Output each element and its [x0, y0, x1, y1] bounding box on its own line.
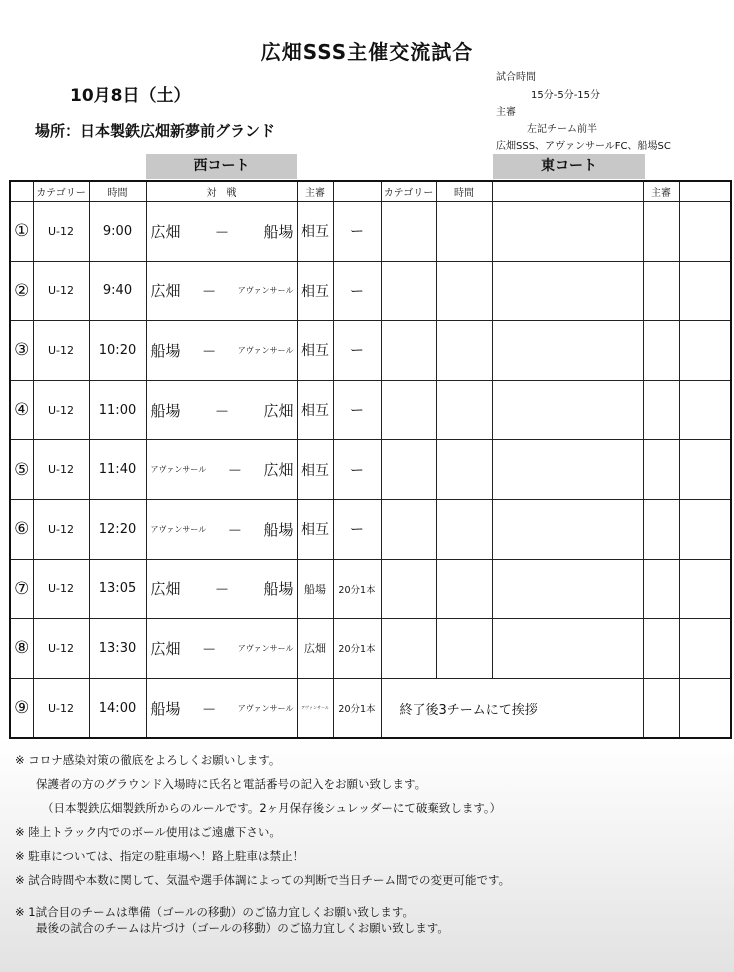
- table-row: [10, 678, 731, 738]
- venue: 場所：日本製鉄広畑新夢前グランド: [35, 122, 276, 140]
- duration-cell: ー: [333, 202, 381, 262]
- note-item: ※ 陸上トラック内でのボール使用はご遠慮下さい。: [15, 825, 281, 839]
- versus-dash: ―: [203, 641, 215, 655]
- header-match-east: [492, 181, 643, 202]
- match-number: ③: [10, 321, 33, 381]
- category-cell: U-12: [33, 380, 89, 440]
- table-header-row: [10, 181, 731, 202]
- east-matchup-cell: [492, 321, 643, 381]
- time-cell: 11:00: [89, 380, 146, 440]
- referee-cell: アヴァンサール: [297, 678, 333, 738]
- team-a: 広畑: [150, 282, 181, 301]
- team-b: アヴァンサール: [237, 286, 294, 296]
- match-number: ⑤: [10, 440, 33, 500]
- matchup-cell: [146, 499, 297, 559]
- east-extra-cell: [679, 380, 731, 440]
- team-b: アヴァンサール: [237, 703, 294, 713]
- matchup-cell: [146, 619, 297, 679]
- east-referee-cell: [643, 202, 679, 262]
- east-matchup-cell: [492, 559, 643, 619]
- table-row: [10, 261, 731, 321]
- east-referee-cell: [643, 678, 679, 738]
- header-category-east: カテゴリー: [381, 181, 436, 202]
- match-number: ⑦: [10, 559, 33, 619]
- note-item: 最後の試合のチームは片づけ（ゴールの移動）のご協力宜しくお願い致します。: [36, 921, 449, 935]
- note-item: ※ 駐車については、指定の駐車場へ！路上駐車は禁止！: [15, 849, 305, 863]
- time-cell: 13:05: [89, 559, 146, 619]
- versus-dash: ―: [216, 403, 228, 417]
- time-cell: 13:30: [89, 619, 146, 679]
- east-referee-cell: [643, 321, 679, 381]
- matchup-cell: [146, 678, 297, 738]
- versus-dash: ―: [229, 463, 241, 477]
- team-a: 広畑: [150, 222, 181, 241]
- east-referee-cell: [643, 619, 679, 679]
- east-time-cell: [436, 559, 492, 619]
- east-matchup-cell: [492, 261, 643, 321]
- header-referee-east: 主審: [643, 181, 679, 202]
- east-referee-cell: [643, 440, 679, 500]
- event-date: 10月8日（土）: [70, 86, 191, 106]
- east-category-cell: [381, 440, 436, 500]
- team-a: 広畑: [150, 580, 181, 599]
- duration-cell: ー: [333, 440, 381, 500]
- match-number: ⑧: [10, 619, 33, 679]
- east-matchup-cell: [492, 619, 643, 679]
- east-category-cell: [381, 202, 436, 262]
- table-row: [10, 559, 731, 619]
- matchup-cell: [146, 559, 297, 619]
- east-extra-cell: [679, 559, 731, 619]
- team-a: 船場: [150, 401, 181, 420]
- duration-cell: ー: [333, 380, 381, 440]
- note-item: ※ 1試合目のチームは準備（ゴールの移動）のご協力宜しくお願い致します。: [15, 905, 414, 919]
- table-row: [10, 202, 731, 262]
- east-time-cell: [436, 440, 492, 500]
- team-b: 広畑: [263, 461, 294, 480]
- referee-cell: 相互: [297, 202, 333, 262]
- versus-dash: ―: [216, 224, 228, 238]
- table-row: [10, 321, 731, 381]
- time-cell: 9:40: [89, 261, 146, 321]
- match-number: ②: [10, 261, 33, 321]
- note-item: 保護者の方のグラウンド入場時に氏名と電話番号の記入をお願い致します。: [36, 777, 427, 791]
- team-b: アヴァンサール: [237, 345, 294, 355]
- referee-cell: 相互: [297, 261, 333, 321]
- east-time-cell: [436, 499, 492, 559]
- west-court-label: 西コート: [146, 154, 297, 179]
- category-cell: U-12: [33, 440, 89, 500]
- east-category-cell: [381, 619, 436, 679]
- east-category-cell: [381, 559, 436, 619]
- match-time-label: 試合時間: [496, 72, 536, 83]
- match-number: ⑨: [10, 678, 33, 738]
- category-cell: U-12: [33, 678, 89, 738]
- category-cell: U-12: [33, 321, 89, 381]
- east-extra-cell: [679, 440, 731, 500]
- table-row: [10, 619, 731, 679]
- versus-dash: ―: [203, 343, 215, 357]
- east-extra-cell: [679, 202, 731, 262]
- east-matchup-cell: [492, 202, 643, 262]
- east-court-label: 東コート: [493, 154, 645, 179]
- duration-cell: ー: [333, 261, 381, 321]
- versus-dash: ―: [216, 582, 228, 596]
- referee-cell: 相互: [297, 440, 333, 500]
- header-extra-east: [679, 181, 731, 202]
- referee-cell: 広畑: [297, 619, 333, 679]
- time-cell: 10:20: [89, 321, 146, 381]
- matchup-cell: [146, 440, 297, 500]
- team-a: 船場: [150, 699, 181, 718]
- east-category-cell: [381, 321, 436, 381]
- team-a: 広畑: [150, 639, 181, 658]
- referee-cell: 相互: [297, 321, 333, 381]
- east-time-cell: [436, 619, 492, 679]
- table-row: [10, 499, 731, 559]
- note-item: ※ 試合時間や本数に関して、気温や選手体調によっての判断で当日チーム間での変更可能です。: [15, 873, 511, 887]
- matchup-cell: [146, 261, 297, 321]
- header-time-east: 時間: [436, 181, 492, 202]
- east-referee-cell: [643, 261, 679, 321]
- east-court-note: 終了後3チームにて挨拶: [381, 678, 643, 738]
- east-category-cell: [381, 380, 436, 440]
- versus-dash: ―: [203, 701, 215, 715]
- header-referee-west: 主審: [297, 181, 333, 202]
- team-b: アヴァンサール: [237, 643, 294, 653]
- versus-dash: ―: [203, 284, 215, 298]
- category-cell: U-12: [33, 559, 89, 619]
- match-time-value: 15分-5分-15分: [531, 90, 601, 101]
- category-cell: U-12: [33, 261, 89, 321]
- east-matchup-cell: [492, 440, 643, 500]
- team-a: アヴァンサール: [150, 524, 207, 534]
- team-b: 船場: [263, 222, 294, 241]
- referee-label: 主審: [496, 107, 516, 118]
- east-category-cell: [381, 261, 436, 321]
- team-b: 広畑: [263, 401, 294, 420]
- header-number: [10, 181, 33, 202]
- team-a: 船場: [150, 341, 181, 360]
- east-referee-cell: [643, 380, 679, 440]
- east-time-cell: [436, 261, 492, 321]
- east-extra-cell: [679, 261, 731, 321]
- east-extra-cell: [679, 619, 731, 679]
- duration-cell: ー: [333, 499, 381, 559]
- east-time-cell: [436, 321, 492, 381]
- category-cell: U-12: [33, 619, 89, 679]
- page-title: 広畑SSS主催交流試合: [260, 40, 474, 64]
- note-item: （日本製鉄広畑製鉄所からのルールです。2ヶ月保存後シュレッダーにて破棄致します。）: [42, 801, 502, 815]
- referee-cell: 船場: [297, 559, 333, 619]
- team-b: 船場: [263, 520, 294, 539]
- east-extra-cell: [679, 678, 731, 738]
- table-row: [10, 380, 731, 440]
- east-referee-cell: [643, 499, 679, 559]
- referee-cell: 相互: [297, 380, 333, 440]
- match-number: ①: [10, 202, 33, 262]
- versus-dash: ―: [229, 522, 241, 536]
- time-cell: 9:00: [89, 202, 146, 262]
- header-match-west: 対 戦: [146, 181, 297, 202]
- east-extra-cell: [679, 321, 731, 381]
- east-time-cell: [436, 202, 492, 262]
- east-matchup-cell: [492, 499, 643, 559]
- matchup-cell: [146, 380, 297, 440]
- east-extra-cell: [679, 499, 731, 559]
- match-number: ④: [10, 380, 33, 440]
- east-time-cell: [436, 380, 492, 440]
- matchup-cell: [146, 202, 297, 262]
- time-cell: 11:40: [89, 440, 146, 500]
- participating-teams: 広畑SSS、アヴァンサールFC、船場SC: [496, 141, 671, 152]
- time-cell: 12:20: [89, 499, 146, 559]
- duration-cell: ー: [333, 321, 381, 381]
- duration-cell: 20分1本: [333, 559, 381, 619]
- category-cell: U-12: [33, 499, 89, 559]
- duration-cell: 20分1本: [333, 619, 381, 679]
- table-row: [10, 440, 731, 500]
- header-category-west: カテゴリー: [33, 181, 89, 202]
- referee-value: 左記チーム前半: [527, 124, 597, 135]
- referee-cell: 相互: [297, 499, 333, 559]
- note-item: ※ コロナ感染対策の徹底をよろしくお願いします。: [15, 753, 281, 767]
- east-category-cell: [381, 499, 436, 559]
- time-cell: 14:00: [89, 678, 146, 738]
- match-number: ⑥: [10, 499, 33, 559]
- header-time-west: 時間: [89, 181, 146, 202]
- team-b: 船場: [263, 580, 294, 599]
- matchup-cell: [146, 321, 297, 381]
- east-referee-cell: [643, 559, 679, 619]
- duration-cell: 20分1本: [333, 678, 381, 738]
- header-extra-west: [333, 181, 381, 202]
- team-a: アヴァンサール: [150, 465, 207, 475]
- east-matchup-cell: [492, 380, 643, 440]
- schedule-table: [9, 180, 732, 739]
- category-cell: U-12: [33, 202, 89, 262]
